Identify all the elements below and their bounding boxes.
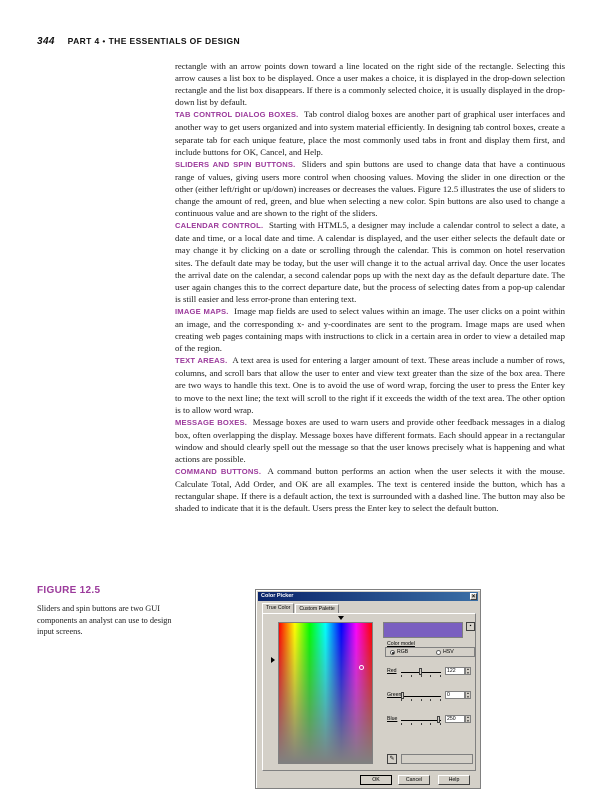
dialog-tabs xyxy=(262,604,340,613)
calendar-heading: CALENDAR CONTROL. xyxy=(175,221,264,231)
saturation-marker-icon xyxy=(271,657,275,663)
command-buttons-paragraph xyxy=(175,465,565,514)
color-result-box xyxy=(401,754,473,764)
green-slider-ticks xyxy=(401,699,441,701)
sliders-text: Sliders and spin buttons are used to change data that have a continuous range of values, giving users more control when choosing values. Moving the slider in one direction or the other (either left/right or up/down) increases or decreases the values. Figure 12.5 illustrates the use of sliders to change the amount of red, green, and blue when selecting a new color. Spin buttons are also used to change a continuous value and are shown to the right of the sliders. xyxy=(175,158,566,219)
color-model-group xyxy=(385,647,475,657)
radio-rgb[interactable] xyxy=(390,649,408,655)
image-maps-heading: IMAGE MAPS. xyxy=(175,306,229,316)
text-areas-text: A text area is used for entering a larger amount of text. These areas include a number of rows, columns, and scroll bars that allow the user to enter and view text greater than the size of the box area. There are two ways to handle this text. One is to avoid the use of word wrap, forcing the user to press the Enter key to move to the next line; the text will scroll to the right if it exceeds the width of the text area. The other option is to allow word wrap. xyxy=(175,355,565,415)
green-slider-row xyxy=(387,690,477,704)
color-spectrum[interactable] xyxy=(278,622,373,764)
crosshair-icon[interactable] xyxy=(359,665,364,670)
header-bullet: • xyxy=(102,36,106,46)
green-slider-thumb[interactable] xyxy=(401,692,404,699)
body-text xyxy=(175,60,565,514)
image-maps-paragraph xyxy=(175,305,565,354)
radio-hsv[interactable] xyxy=(436,649,454,655)
green-value-field[interactable]: 0 xyxy=(445,691,465,699)
tab-panel xyxy=(262,613,476,771)
red-spin-button[interactable]: ▲ ▼ xyxy=(466,667,470,675)
text-areas-paragraph xyxy=(175,354,565,415)
radio-rgb-dot[interactable] xyxy=(390,650,395,655)
blue-slider-thumb[interactable] xyxy=(437,716,440,723)
tab-control-text: Tab control dialog boxes are another part of graphical user interfaces and another way to get users organized and into system material efficiently. In designing tab control boxes, create a separate tab for each unique feature, place the most commonly used tabs in front and display them first, and include buttons for OK, Cancel, and Help. xyxy=(175,109,565,157)
red-slider-thumb[interactable] xyxy=(419,668,422,675)
palette-button[interactable]: ▪ xyxy=(466,622,475,631)
tab-custom-palette[interactable]: Custom Palette xyxy=(295,604,338,613)
command-buttons-heading: COMMAND BUTTONS. xyxy=(175,467,262,477)
cancel-button[interactable]: Cancel xyxy=(398,775,430,785)
eyedropper-icon[interactable]: ✎ xyxy=(387,754,397,764)
text-areas-heading: TEXT AREAS. xyxy=(175,356,228,366)
calendar-paragraph xyxy=(175,219,565,305)
sliders-paragraph xyxy=(175,158,565,219)
sliders-heading: SLIDERS AND SPIN BUTTONS. xyxy=(175,159,296,169)
message-boxes-heading: MESSAGE BOXES. xyxy=(175,417,248,427)
hue-marker-icon xyxy=(338,616,344,620)
message-boxes-paragraph xyxy=(175,416,565,465)
blue-slider-row xyxy=(387,714,477,728)
close-icon[interactable]: × xyxy=(471,594,476,600)
ok-button[interactable]: OK xyxy=(360,775,392,785)
green-spin-button[interactable]: ▲ ▼ xyxy=(466,691,470,699)
page-number: 344 xyxy=(37,36,55,47)
calendar-text: Starting with HTML5, a designer may include a calendar control to select a date, a date and time, or a local date and time. A calendar is displayed, and the user either selects the default date or may change it by clicking on a date or scrolling through the calendar. This is common on hotel reservation sites. The default date may be today, but the user will change it to the actual arrival day. Once the user locates the arrival date on the calendar, a second calendar pops up with the next day as the default departure date. The user again changes this to the correct departure date, but the process of selecting dates from a pop-up calendar is still easier and less error-prone than entering text. xyxy=(175,220,565,304)
command-buttons-text: A command button performs an action when the user selects it with the mouse. Calculate Total, Add Order, and OK are all examples. The text is centered inside the button, which has a rectangular shape. If there is a default action, the text is surrounded with a dashed line. The button may also be shaded to indicate that it is the default. Users press the Enter key to select the default button. xyxy=(175,466,565,514)
red-label: Red xyxy=(387,668,397,674)
tab-control-paragraph xyxy=(175,108,565,157)
blue-slider-ticks xyxy=(401,723,441,725)
section-title: THE ESSENTIALS OF DESIGN xyxy=(108,36,241,46)
red-slider-ticks xyxy=(401,675,441,677)
intro-paragraph: rectangle with an arrow points down toward a line located on the right side of the rectangle. Selecting this arrow causes a list box to be displayed. Once a user makes a choice, it is displayed in the drop-down selection rectangle and the list box disappears. If there is a commonly selected choice, it is usually displayed in the drop-down list by default. xyxy=(175,61,565,108)
tab-true-color[interactable]: True Color xyxy=(262,603,294,613)
figure-caption: Sliders and spin buttons are two GUI components an analyst can use to design input screens. xyxy=(37,604,172,637)
figure-label: FIGURE 12.5 xyxy=(37,585,101,596)
color-model-label: Color model xyxy=(387,641,415,647)
color-preview-swatch xyxy=(383,622,463,638)
dialog-titlebar[interactable] xyxy=(258,592,478,601)
blue-slider-track[interactable] xyxy=(401,720,441,721)
tab-control-heading: TAB CONTROL DIALOG BOXES. xyxy=(175,110,299,120)
blue-label: Blue xyxy=(387,716,398,722)
radio-hsv-label: HSV xyxy=(443,649,454,655)
message-boxes-text: Message boxes are used to warn users and provide other feedback messages in a dialog box, often overlapping the display. Message boxes have different formats. Each should appear in a rectangular window and should clearly spell out the message so that the user knows precisely what is happening and what actions are possible. xyxy=(175,416,566,464)
green-label: Green xyxy=(387,692,402,698)
red-value-field[interactable]: 122 xyxy=(445,667,465,675)
radio-rgb-label: RGB xyxy=(397,649,409,655)
running-header xyxy=(37,36,240,47)
part-label: PART 4 xyxy=(67,36,100,46)
image-maps-text: Image map fields are used to select values within an image. The user clicks on a point within an image, and the corresponding x- and y-coordinates are sent to the program. Image maps are used when creating web pages containing maps with instructions to click in a certain area in order to view a detailed map of the region. xyxy=(175,305,565,354)
blue-spin-button[interactable]: ▲ ▼ xyxy=(466,715,470,723)
color-picker-dialog xyxy=(255,589,481,789)
blue-value-field[interactable]: 250 xyxy=(445,715,465,723)
green-slider-track[interactable] xyxy=(401,696,441,697)
help-button[interactable]: Help xyxy=(438,775,470,785)
dialog-title: Color Picker xyxy=(261,593,294,599)
red-slider-row xyxy=(387,666,477,680)
radio-hsv-dot[interactable] xyxy=(436,650,441,655)
